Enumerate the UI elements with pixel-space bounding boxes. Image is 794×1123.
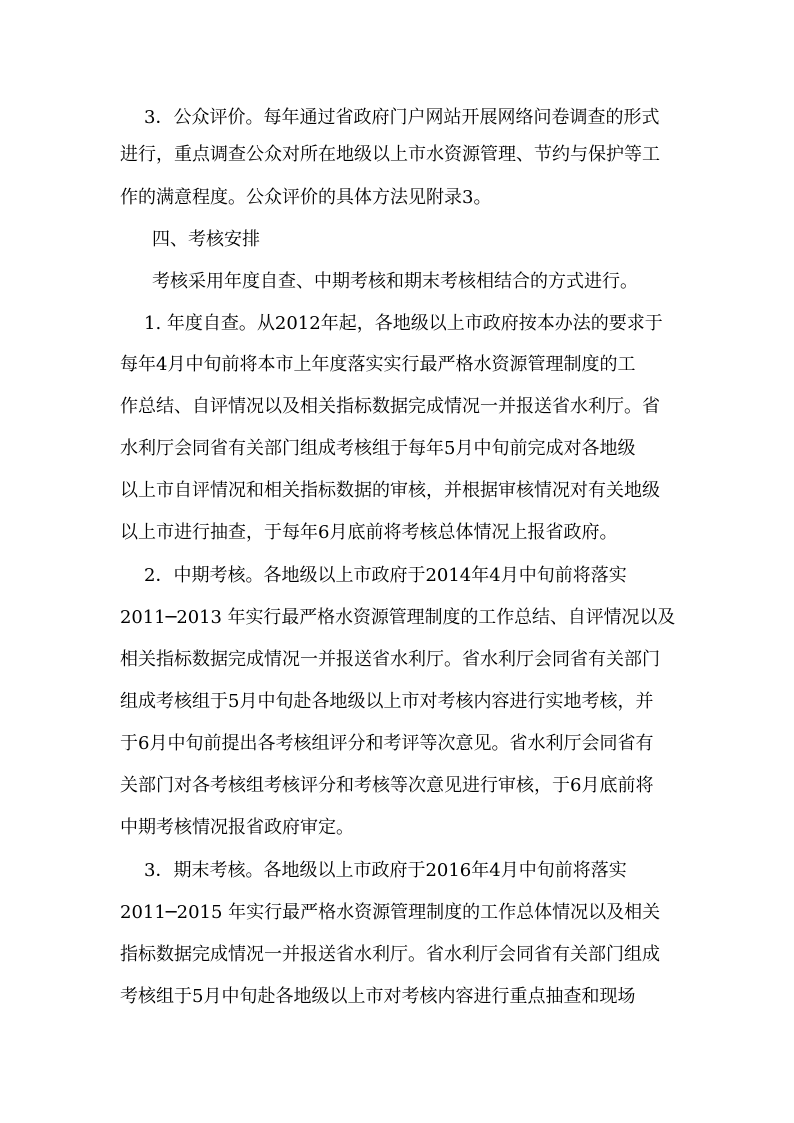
text-line	[0, 392, 794, 422]
text-line	[0, 940, 794, 970]
text-line	[0, 350, 794, 380]
line-text: 进行，重点调查公众对所在地级以上市水资源管理、节约与保护等工	[120, 144, 660, 165]
line-text: 1. 年度自查。从2012年起，各地级以上市政府按本办法的要求于	[144, 313, 663, 334]
line-text: 2011─2013 年实行最严格水资源管理制度的工作总结、自评情况以及	[120, 607, 676, 628]
section-heading-text: 四、考核安排	[152, 229, 260, 250]
line-text: 考核组于5月中旬赴各地级以上市对考核内容进行重点抽查和现场	[120, 986, 636, 1007]
text-line	[0, 898, 794, 928]
line-text: 中期考核情况报省政府审定。	[120, 817, 354, 838]
text-line	[0, 140, 794, 170]
line-text: 作总结、自评情况以及相关指标数据完成情况一并报送省水利厅。省	[120, 396, 660, 417]
text-line	[0, 434, 794, 464]
text-line	[0, 518, 794, 548]
line-text: 指标数据完成情况一并报送省水利厅。省水利厅会同省有关部门组成	[120, 944, 660, 965]
text-line	[0, 729, 794, 759]
text-line	[0, 687, 794, 717]
text-line	[0, 309, 794, 339]
section-heading	[0, 225, 794, 255]
text-line	[0, 103, 794, 133]
line-text: 以上市进行抽查，于每年6月底前将考核总体情况上报省政府。	[120, 522, 618, 543]
line-text: 2011─2015 年实行最严格水资源管理制度的工作总体情况以及相关	[120, 902, 661, 923]
line-text: 3．公众评价。每年通过省政府门户网站开展网络问卷调查的形式	[144, 107, 660, 128]
text-line	[0, 476, 794, 506]
text-line	[0, 561, 794, 591]
text-line	[0, 267, 794, 297]
line-text: 水利厅会同省有关部门组成考核组于每年5月中旬前完成对各地级	[120, 438, 636, 459]
text-line	[0, 856, 794, 886]
text-line	[0, 813, 794, 843]
text-line	[0, 645, 794, 675]
line-text: 2．中期考核。各地级以上市政府于2014年4月中旬前将落实	[144, 565, 627, 586]
line-text: 关部门对各考核组考核评分和考核等次意见进行审核，于6月底前将	[120, 775, 654, 796]
line-text: 每年4月中旬前将本市上年度落实实行最严格水资源管理制度的工	[120, 354, 636, 375]
text-line	[0, 982, 794, 1012]
text-line	[0, 771, 794, 801]
text-line	[0, 603, 794, 633]
line-text: 作的满意程度。公众评价的具体方法见附录3。	[120, 187, 492, 208]
line-text: 组成考核组于5月中旬赴各地级以上市对考核内容进行实地考核，并	[120, 691, 654, 712]
line-text: 于6月中旬前提出各考核组评分和考评等次意见。省水利厅会同省有	[120, 733, 654, 754]
text-line	[0, 183, 794, 213]
line-text: 考核采用年度自查、中期考核和期末考核相结合的方式进行。	[152, 271, 638, 292]
line-text: 相关指标数据完成情况一并报送省水利厅。省水利厅会同省有关部门	[120, 649, 660, 670]
line-text: 以上市自评情况和相关指标数据的审核，并根据审核情况对有关地级	[120, 480, 660, 501]
line-text: 3．期末考核。各地级以上市政府于2016年4月中旬前将落实	[144, 860, 627, 881]
